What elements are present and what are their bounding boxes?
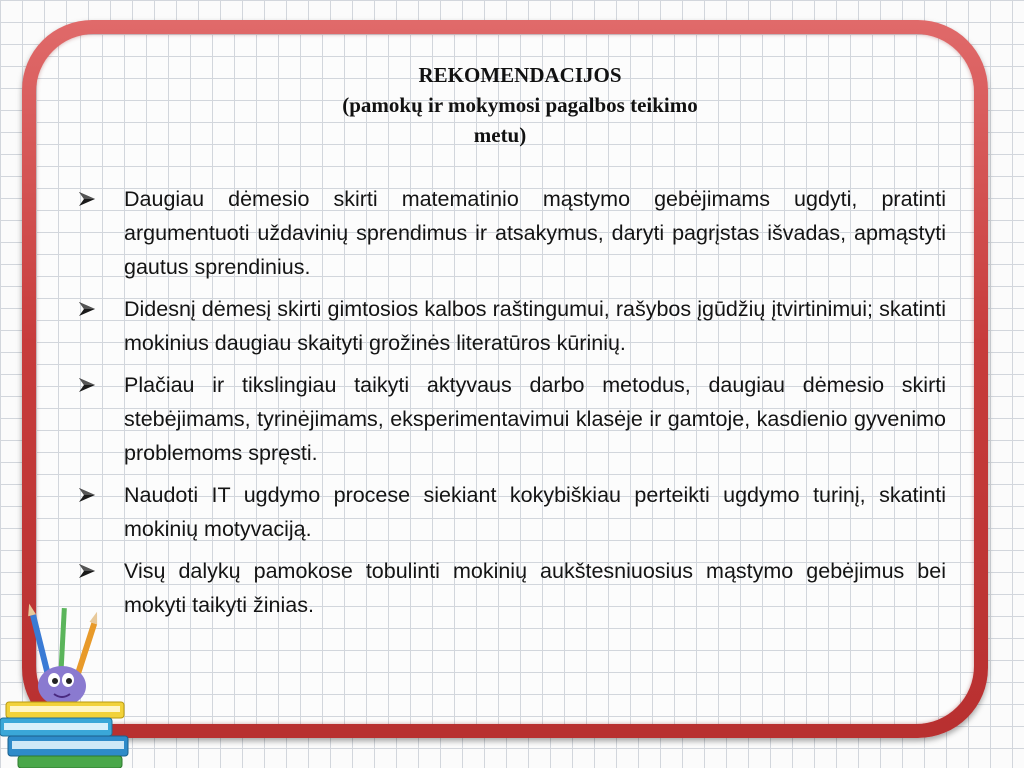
recommendation-item xyxy=(76,368,946,470)
recommendation-item xyxy=(76,478,946,546)
slide-title xyxy=(260,60,780,150)
recommendation-text: Visų dalykų pamokose tobulinti mokinių aukštesniuosius mąstymo gebėjimus bei mokyti taikyti žinias. xyxy=(124,559,946,617)
title-line-3: metu) xyxy=(473,123,527,147)
arrowhead-bullet-icon xyxy=(78,301,96,317)
arrowhead-bullet-icon xyxy=(78,191,96,207)
arrowhead-bullet-icon xyxy=(78,377,96,393)
recommendation-text: Naudoti IT ugdymo procese siekiant kokybiškiau perteikti ugdymo turinį, skatinti mokinių motyvaciją. xyxy=(124,483,946,541)
recommendation-list xyxy=(76,182,946,630)
arrowhead-bullet-icon xyxy=(78,563,96,579)
books-and-pencils-mascot-icon xyxy=(0,600,150,768)
recommendation-item xyxy=(76,554,946,622)
recommendation-item xyxy=(76,182,946,284)
arrowhead-bullet-icon xyxy=(78,487,96,503)
recommendation-item xyxy=(76,292,946,360)
title-line-1: REKOMENDACIJOS xyxy=(418,63,622,87)
recommendation-text: Daugiau dėmesio skirti matematinio mąstymo gebėjimams ugdyti, pratinti argumentuoti uždavinių sprendimus ir atsakymus, daryti pagrįstas išvadas, apmąstyti gautus sprendinius. xyxy=(124,187,946,279)
recommendation-text: Didesnį dėmesį skirti gimtosios kalbos raštingumui, rašybos įgūdžių įtvirtinimui; skatinti mokinius daugiau skaityti grožinės literatūros kūrinių. xyxy=(124,297,946,355)
recommendation-text: Plačiau ir tikslingiau taikyti aktyvaus darbo metodus, daugiau dėmesio skirti stebėjimams, tyrinėjimams, eksperimentavimui klasėje ir gamtoje, kasdienio gyvenimo problemoms spręsti. xyxy=(124,373,946,465)
title-line-2: (pamokų ir mokymosi pagalbos teikimo xyxy=(342,93,698,117)
